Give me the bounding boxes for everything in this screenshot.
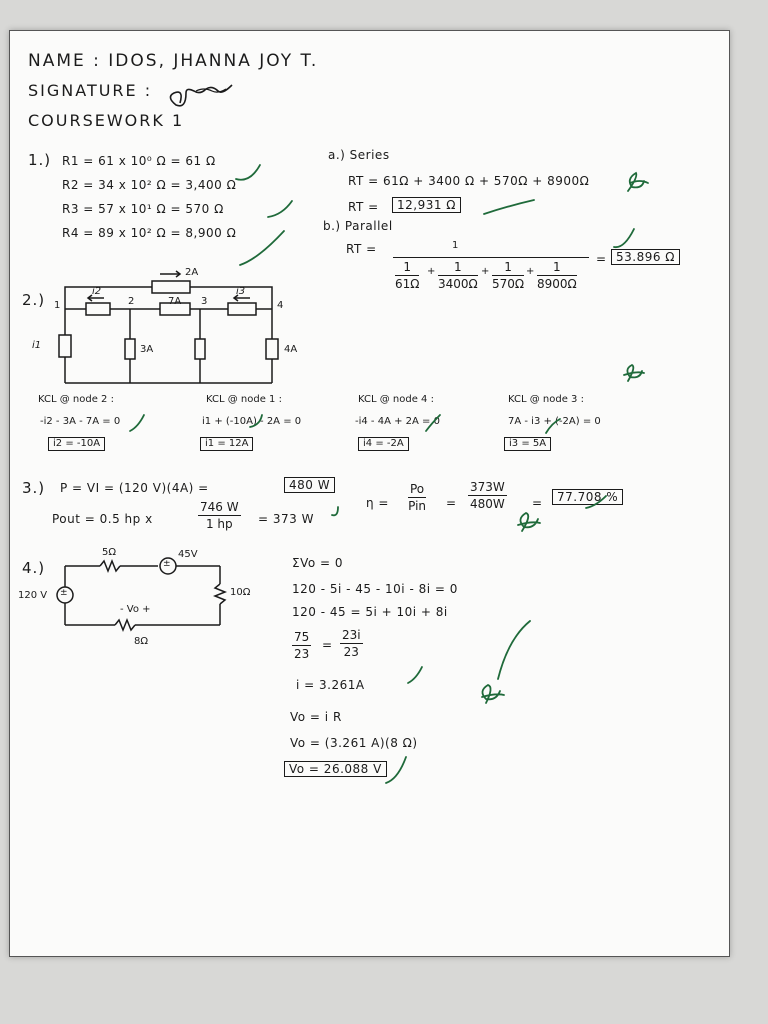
signature-label: SIGNATURE : <box>28 81 153 100</box>
current-7a-label: 7A <box>168 296 182 307</box>
series-result: 12,931 Ω <box>392 197 461 213</box>
source-polarity-icon: ± <box>163 559 171 569</box>
plus-sign: + <box>526 266 535 277</box>
node-4-label: 4 <box>277 300 284 311</box>
vo-result: Vo = 26.088 V <box>284 761 387 777</box>
kcl-node3-result: i3 = 5A <box>504 437 551 451</box>
resistor-5-label: 5Ω <box>102 547 117 558</box>
kcl-node2-eq: -i2 - 3A - 7A = 0 <box>40 416 121 427</box>
problem3-number: 3.) <box>22 479 46 497</box>
kcl-node1-title: KCL @ node 1 : <box>206 394 282 405</box>
efficiency-result: 77.708 % <box>552 489 623 505</box>
source-4a-label: 4A <box>284 344 298 355</box>
series-rt-label: RT = <box>348 200 379 214</box>
power-equation: P = VI = (120 V)(4A) = <box>60 481 209 495</box>
current-2a-label: 2A <box>185 267 199 278</box>
resistor-8-label: 8Ω <box>134 636 149 647</box>
parallel-numerator: 1 <box>452 240 459 251</box>
kvl-circuit-diagram <box>10 31 729 956</box>
problem2-number: 2.) <box>22 291 46 309</box>
parallel-result: 53.896 Ω <box>611 249 680 265</box>
efficiency-values: $\frac{373W}{480W}$ <box>470 480 505 511</box>
hp-conversion-fraction: $\frac{746 W}{1 hp}$ <box>200 500 239 531</box>
current-result: i = 3.261A <box>296 678 365 692</box>
equals-sign: = <box>322 638 333 652</box>
parallel-term-4: $\frac{1}{8900\Omega}$ <box>537 260 577 291</box>
pout-prefix: Pout = 0.5 hp x <box>52 512 153 526</box>
problem1-number: 1.) <box>28 151 52 169</box>
i3-label: i3 <box>236 286 246 297</box>
parallel-label: b.) Parallel <box>323 219 393 233</box>
parallel-rt-label: RT = <box>346 242 377 256</box>
kcl-node4-result: i4 = -2A <box>358 437 409 451</box>
node-3-label: 3 <box>201 296 208 307</box>
kcl-node1-eq: i1 + (-10A) - 2A = 0 <box>202 416 302 427</box>
series-equation: RT = 61Ω + 3400 Ω + 570Ω + 8900Ω <box>348 174 590 188</box>
equals-sign: = <box>446 496 457 510</box>
kvl-step-2: 120 - 5i - 45 - 10i - 8i = 0 <box>292 582 458 596</box>
parallel-term-3: $\frac{1}{570\Omega}$ <box>492 260 525 291</box>
vo-substitution: Vo = (3.261 A)(8 Ω) <box>290 736 418 750</box>
kcl-node2-title: KCL @ node 2 : <box>38 394 114 405</box>
resistor-10-label: 10Ω <box>230 587 251 598</box>
coursework-title: COURSEWORK 1 <box>28 111 185 130</box>
power-result: 480 W <box>284 477 335 493</box>
student-name: NAME : IDOS, JHANNA JOY T. <box>28 51 319 71</box>
kcl-node4-eq: -i4 - 4A + 2A = 0 <box>355 416 440 427</box>
source-45v-label: 45V <box>178 549 198 560</box>
equals-sign: = <box>596 252 607 266</box>
kcl-node3-title: KCL @ node 3 : <box>508 394 584 405</box>
kvl-fraction-left: $\frac{75}{23}$ <box>294 630 310 661</box>
vo-formula: Vo = i R <box>290 710 342 724</box>
pout-result: = 373 W <box>258 512 314 526</box>
parallel-term-2: $\frac{1}{3400\Omega}$ <box>438 260 478 291</box>
source-120v-label: 120 V <box>18 590 48 601</box>
series-label: a.) Series <box>328 148 390 162</box>
kcl-node2-result: i2 = -10A <box>48 437 105 451</box>
node-1-label: 1 <box>54 300 61 311</box>
node-2-label: 2 <box>128 296 135 307</box>
equals-sign: = <box>532 496 543 510</box>
r1-line: R1 = 61 x 10⁰ Ω = 61 Ω <box>62 154 216 168</box>
i2-label: i2 <box>92 286 102 297</box>
problem4-number: 4.) <box>22 559 46 577</box>
plus-sign: + <box>481 266 490 277</box>
efficiency-definition: Po Pin <box>408 482 427 513</box>
i1-label: i1 <box>32 340 42 351</box>
kcl-node4-title: KCL @ node 4 : <box>358 394 434 405</box>
source-3a-label: 3A <box>140 344 154 355</box>
parallel-term-1: $\frac{1}{61\Omega}$ <box>395 260 420 291</box>
r4-line: R4 = 89 x 10² Ω = 8,900 Ω <box>62 226 237 240</box>
kcl-node1-result: i1 = 12A <box>200 437 253 451</box>
kcl-node3-eq: 7A - i3 + (-2A) = 0 <box>508 416 601 427</box>
coursework-sheet <box>9 30 730 957</box>
r2-line: R2 = 34 x 10² Ω = 3,400 Ω <box>62 178 237 192</box>
kvl-step-1: ΣVo = 0 <box>292 556 344 570</box>
kvl-fraction-right: $\frac{23i}{23}$ <box>342 628 361 659</box>
efficiency-symbol: η = <box>366 496 389 510</box>
vo-label: - Vo + <box>120 604 151 615</box>
plus-sign: + <box>427 266 436 277</box>
r3-line: R3 = 57 x 10¹ Ω = 570 Ω <box>62 202 224 216</box>
kvl-step-3: 120 - 45 = 5i + 10i + 8i <box>292 605 448 619</box>
source-polarity-icon: ± <box>60 588 68 598</box>
